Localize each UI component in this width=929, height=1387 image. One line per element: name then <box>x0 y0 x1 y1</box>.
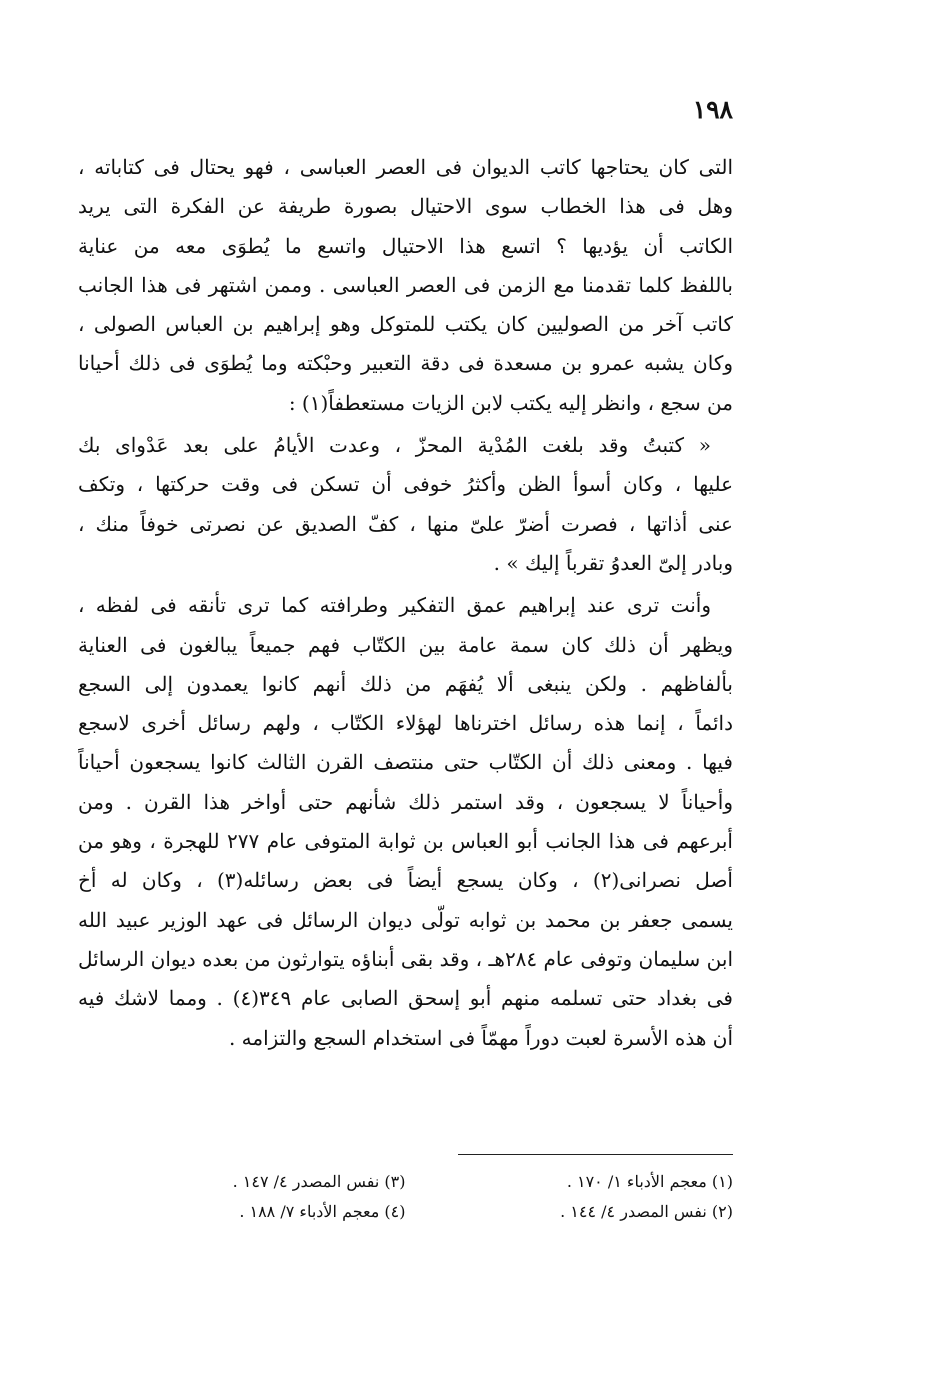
text-line: يسمى جعفر بن محمد بن ثوابه تولّى ديوان الرسائل فى عهد الوزير عبيد الله <box>78 907 733 932</box>
text-line: عنى أذاتها ، فصرت أضرّ علىّ منها ، كفّ الصديق عن نصرتى خوفاً منك ، <box>78 511 733 536</box>
text-line: وأحياناً لا يسجعون ، وقد استمر ذلك شأنهم حتى أواخر هذا القرن . ومن <box>78 789 733 814</box>
text-line: أبرعهم فى هذا الجانب أبو العباس بن ثوابة المتوفى عام ٢٧٧ للهجرة ، وهو من <box>78 829 733 854</box>
paragraph-1 <box>78 148 733 423</box>
text-line: فيها . ومعنى ذلك أن الكتّاب حتى منتصف القرن الثالث كانوا يسجعون أحياناً <box>78 750 733 775</box>
footnote-4: (٤) معجم الأدباء ٧/ ١٨٨ . <box>239 1202 406 1221</box>
text-line: « كتبتُ وقد بلغت المُدْية المحزّ ، وعدت الأيامُ على بعد عَدْواى بك <box>78 433 711 458</box>
text-line: باللفظ كلما تقدمنا مع الزمن فى العصر العباسى . وممن اشتهر فى هذا الجانب <box>78 272 733 297</box>
text-line: أن هذه الأسرة لعبت دوراً مهمّاً فى استخدام السجع والتزامه . <box>228 1025 733 1050</box>
text-line: وبادر إلىّ العدوُ تقرباً إليك » . <box>493 550 733 575</box>
text-line: ابن سليمان وتوفى عام ٢٨٤هـ ، وقد بقى أبناؤه يتوارثون من بعده ديوان الرسائل <box>78 946 733 971</box>
text-line: ويظهر أن ذلك كان سمة عامة بين الكتّاب فهم جميعاً يبالغون فى العناية <box>78 632 733 657</box>
book-page <box>78 90 733 1350</box>
footnote-row <box>78 1197 733 1227</box>
footnote-2: (٢) نفس المصدر ٤/ ١٤٤ . <box>560 1202 733 1221</box>
text-line: وأنت ترى عند إبراهيم عمق التفكير وطرافته كما ترى تأنقه فى لفظه ، <box>78 593 711 618</box>
text-line: من سجع ، وانظر إليه يكتب لابن الزيات مستعطفاً(١) : <box>288 390 733 415</box>
text-line: الكاتب أن يؤديها ؟ اتسع هذا الاحتيال واتسع ما يُطوَى معه من عناية <box>78 233 733 258</box>
text-line: بألفاظهم . ولكن ينبغى ألا يُفهَم من ذلك أنهم كانوا يعمدون إلى السجع <box>78 671 733 696</box>
paragraph-3 <box>78 586 733 1058</box>
footnote-3: (٣) نفس المصدر ٤/ ١٤٧ . <box>232 1172 406 1191</box>
page-number: ١٩٨ <box>692 95 733 124</box>
text-line: فى بغداد حتى تسلمه منهم أبو إسحق الصابى عام ٣٤٩(٤) . ومما لاشك فيه <box>78 986 733 1011</box>
footnote-row <box>78 1167 733 1197</box>
body-text <box>78 148 733 1058</box>
paragraph-2-quotation <box>78 426 733 583</box>
footnotes <box>78 1167 733 1227</box>
footnote-divider <box>458 1154 733 1155</box>
text-line: كاتب آخر من الصوليين كان يكتب للمتوكل وهو إبراهيم بن العباس الصولى ، <box>78 312 733 337</box>
text-line: التى كان يحتاجها كاتب الديوان فى العصر العباسى ، فهو يحتال فى كتاباته ، <box>78 155 733 179</box>
text-line: وكان يشبه عمرو بن مسعدة فى دقة التعبير وحبْكته وما يُطوَى فى ذلك أحيانا <box>78 351 733 376</box>
text-line: وهل فى هذا الخطاب سوى الاحتيال بصورة طريفة عن الفكرة التى يريد <box>78 194 733 219</box>
text-line: عليها ، وكان أسوأ الظن وأكثرُ خوفى أن تسكن فى وقت حركتها ، وتكف <box>78 472 733 497</box>
footnote-1: (١) معجم الأدباء ١/ ١٧٠ . <box>566 1172 733 1191</box>
text-line: أصل نصرانى(٢) ، وكان يسجع أيضاً فى بعض رسائله(٣) ، وكان له أخ <box>78 868 733 893</box>
text-line: دائماً ، إنما هذه رسائل اخترناها لهؤلاء الكتّاب ، ولهم رسائل أخرى لاسجع <box>78 711 733 736</box>
